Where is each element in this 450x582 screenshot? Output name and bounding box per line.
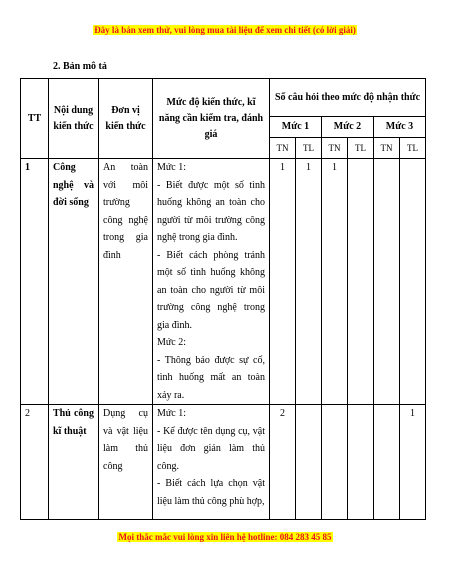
header-sub: TL — [400, 138, 426, 159]
header-level-1: Mức 1 — [270, 117, 322, 138]
header-skill: Mức độ kiến thức, kĩ năng cần kiểm tra, đánh giá — [153, 79, 270, 159]
hotline-banner — [0, 532, 450, 542]
count-cell — [296, 405, 322, 520]
count-cell: 1 — [270, 159, 296, 405]
header-tt: TT — [21, 79, 49, 159]
row-content: Công nghệ và đời sống — [49, 159, 99, 405]
skill-line: - Biết cách lựa chọn vật liệu làm thủ công phù hợp, — [157, 478, 265, 507]
header-level-2: Mức 2 — [322, 117, 374, 138]
header-sub: TN — [374, 138, 400, 159]
row-unit: Dụng cụ và vật liệu làm thủ công — [99, 405, 153, 520]
count-cell: 1 — [400, 405, 426, 520]
count-cell — [374, 159, 400, 405]
row-unit: An toàn với môi trường công nghệ trong gia đình — [99, 159, 153, 405]
count-cell — [348, 159, 374, 405]
header-unit: Đơn vị kiến thức — [99, 79, 153, 159]
header-sub: TL — [296, 138, 322, 159]
row-content: Thủ công kĩ thuật — [49, 405, 99, 520]
skill-line: - Kể được tên dụng cụ, vật liệu đơn giản làm thủ công. — [157, 425, 265, 472]
skill-line: - Biết cách phòng tránh một số tình huống không an toàn cho người từ môi trường công nghệ trong gia đình. — [157, 249, 265, 331]
preview-notice-text: Đây là bản xem thử, vui lòng mua tài liệu để xem chi tiết (có lời giải) — [94, 25, 356, 35]
count-cell — [322, 405, 348, 520]
header-sub: TL — [348, 138, 374, 159]
count-cell — [374, 405, 400, 520]
count-cell — [400, 159, 426, 405]
skill-line: Mức 1: — [157, 162, 187, 173]
skill-line: - Biết được một số tình huống không an toàn cho người từ môi trường công nghệ trong gia đình. — [157, 179, 265, 243]
row-skill — [153, 159, 270, 405]
row-tt: 2 — [21, 405, 49, 520]
skill-line: Mức 1: — [157, 408, 187, 419]
hotline-text: Mọi thắc mắc vui lòng xin liên hệ hotline: 084 283 45 85 — [118, 532, 332, 542]
section-heading: 2. Bản mô tả — [53, 61, 107, 72]
count-cell — [348, 405, 374, 520]
table-row — [21, 159, 426, 405]
assessment-spec-table — [20, 78, 426, 520]
count-cell: 1 — [296, 159, 322, 405]
skill-line: - Thông báo được sự cố, tình huống mất an toàn xảy ra. — [157, 354, 265, 401]
header-sub: TN — [322, 138, 348, 159]
table-row — [21, 405, 426, 520]
header-sub: TN — [270, 138, 296, 159]
header-count-group: Số câu hỏi theo mức độ nhận thức — [270, 79, 426, 117]
count-cell: 1 — [322, 159, 348, 405]
row-tt: 1 — [21, 159, 49, 405]
header-level-3: Mức 3 — [374, 117, 426, 138]
header-row-1 — [21, 79, 426, 117]
header-content: Nội dung kiến thức — [49, 79, 99, 159]
skill-line: Mức 2: — [157, 337, 187, 348]
row-skill — [153, 405, 270, 520]
count-cell: 2 — [270, 405, 296, 520]
preview-notice-banner — [0, 25, 450, 35]
